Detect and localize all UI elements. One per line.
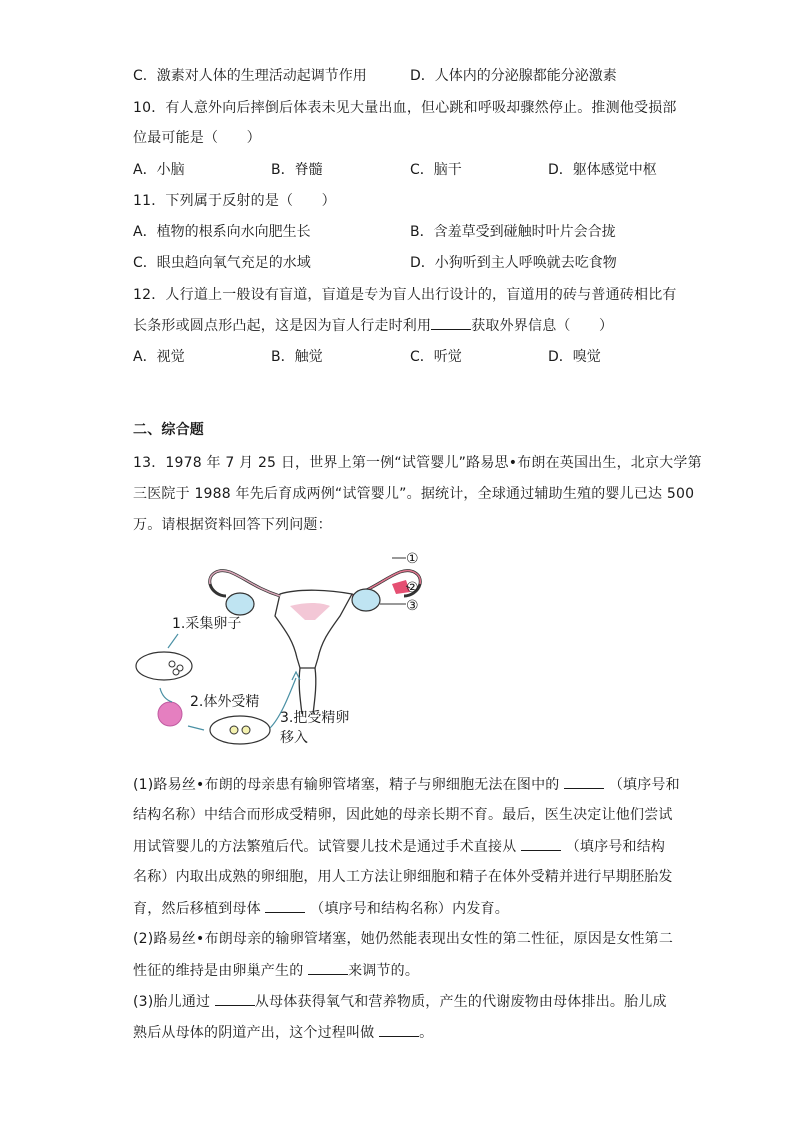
q12-option-d: D．嗅觉 <box>548 349 601 365</box>
petri-dish-eggs <box>136 652 192 680</box>
q13-intro-line3: 万。请根据资料回答下列问题： <box>133 517 332 533</box>
q13-p1-line4: 名称）内取出成熟的卵细胞，用人工方法让卵细胞和精子在体外受精并进行早期胚胎发 <box>133 869 673 885</box>
ivf-diagram <box>130 548 430 748</box>
q13-intro-line2: 三医院于 1988 年先后育成两例“试管婴儿”。据统计，全球通过辅助生殖的婴儿已达 500 <box>133 486 695 502</box>
q12-option-c: C．听觉 <box>410 349 462 365</box>
q13-p3-blank1[interactable] <box>215 991 255 1006</box>
q13-p3-line2 <box>133 1022 433 1043</box>
uterus <box>275 590 352 668</box>
fertilized-egg <box>158 702 182 726</box>
q13-p3-blank2[interactable] <box>379 1022 419 1037</box>
q12-stem-line1: 12．人行道上一般设有盲道，盲道是专为盲人出行设计的，盲道用的砖与普通砖相比有 <box>133 287 677 303</box>
q13-p2-text: 性征的维持是由卵巢产生的 <box>133 963 304 979</box>
label-3: ③ <box>406 598 419 614</box>
q13-p2-text: 来调节的。 <box>348 963 420 979</box>
vagina <box>299 668 316 714</box>
q11-stem: 11．下列属于反射的是（ ） <box>133 193 336 209</box>
q10-stem-line1: 10．有人意外向后摔倒后体表未见大量出血，但心跳和呼吸却骤然停止。推测他受损部 <box>133 100 677 116</box>
q13-p2-line2 <box>133 960 419 981</box>
q13-p3-text: 熟后从母体的阴道产出，这个过程叫做 <box>133 1025 375 1041</box>
q13-p1-line2: 结构名称）中结合而形成受精卵，因此她的母亲长期不育。最后，医生决定让他们尝试 <box>133 807 673 823</box>
q13-p1-text: （填序号和 <box>608 777 680 793</box>
step1-label: 1.采集卵子 <box>172 616 242 632</box>
q13-p1-blank3[interactable] <box>265 898 305 913</box>
q13-p3-text: 从母体获得氧气和营养物质，产生的代谢废物由母体排出。胎儿成 <box>254 994 667 1010</box>
q12-option-a: A．视觉 <box>133 349 185 365</box>
q12-option-b: B．触觉 <box>271 349 323 365</box>
q11-option-a: A．植物的根系向水向肥生长 <box>133 224 311 240</box>
q13-p1-line5 <box>133 898 509 919</box>
q11-option-b: B．含羞草受到碰触时叶片会合拢 <box>410 224 616 240</box>
step3-label-line1: 3.把受精卵 <box>280 710 350 726</box>
q13-p1-line3 <box>133 836 665 857</box>
q13-p1-line1 <box>133 774 680 795</box>
q9-option-c: C．激素对人体的生理活动起调节作用 <box>133 68 367 84</box>
q9-option-d: D．人体内的分泌腺都能分泌激素 <box>410 68 617 84</box>
q13-p1-text: （填序号和结构名称）内发育。 <box>310 901 509 917</box>
q13-p1-blank1[interactable] <box>564 774 604 789</box>
q13-p3-text: 。 <box>419 1025 434 1041</box>
left-ovary <box>226 593 254 615</box>
q13-p1-text: （填序号和结构 <box>565 839 666 855</box>
right-ovary <box>352 589 380 611</box>
q12-stem-text-b: 获取外界信息（ ） <box>471 318 614 334</box>
q13-p1-text: (1)路易丝•布朗的母亲患有输卵管堵塞，精子与卵细胞无法在图中的 <box>133 777 560 793</box>
q10-option-c: C．脑干 <box>410 162 462 178</box>
step2-label: 2.体外受精 <box>190 694 260 710</box>
petri-dish-embryos <box>210 716 270 744</box>
q13-p1-text: 用试管婴儿的方法繁殖后代。试管婴儿技术是通过手术直接从 <box>133 839 517 855</box>
q12-stem-text-a: 长条形或圆点形凸起，这是因为盲人行走时利用 <box>133 318 432 334</box>
q13-intro-line1: 13．1978 年 7 月 25 日，世界上第一例“试管婴儿”路易思•布朗在英国出生，北京大学第 <box>133 455 702 471</box>
label-1: ① <box>406 551 419 567</box>
q12-answer-blank[interactable] <box>431 315 471 330</box>
q11-option-c: C．眼虫趋向氧气充足的水域 <box>133 255 311 271</box>
q13-p1-blank2[interactable] <box>521 836 561 851</box>
q13-p2-line1: (2)路易丝•布朗母亲的输卵管堵塞，她仍然能表现出女性的第二性征，原因是女性第二 <box>133 931 674 947</box>
q10-option-d: D．躯体感觉中枢 <box>548 162 657 178</box>
q10-option-b: B．脊髓 <box>271 162 323 178</box>
step3-label-line2: 移入 <box>280 730 308 746</box>
q12-stem-line2 <box>133 315 613 336</box>
q13-p3-line1 <box>133 991 667 1012</box>
q13-p2-blank[interactable] <box>308 960 348 975</box>
section-title: 二、综合题 <box>133 422 204 438</box>
q10-option-a: A．小脑 <box>133 162 185 178</box>
label-2: ② <box>406 580 419 596</box>
q13-p1-text: 育，然后移植到母体 <box>133 901 261 917</box>
q10-stem-line2: 位最可能是（ ） <box>133 130 261 146</box>
q13-p3-text: (3)胎儿通过 <box>133 994 211 1010</box>
q11-option-d: D．小狗听到主人呼唤就去吃食物 <box>410 255 617 271</box>
